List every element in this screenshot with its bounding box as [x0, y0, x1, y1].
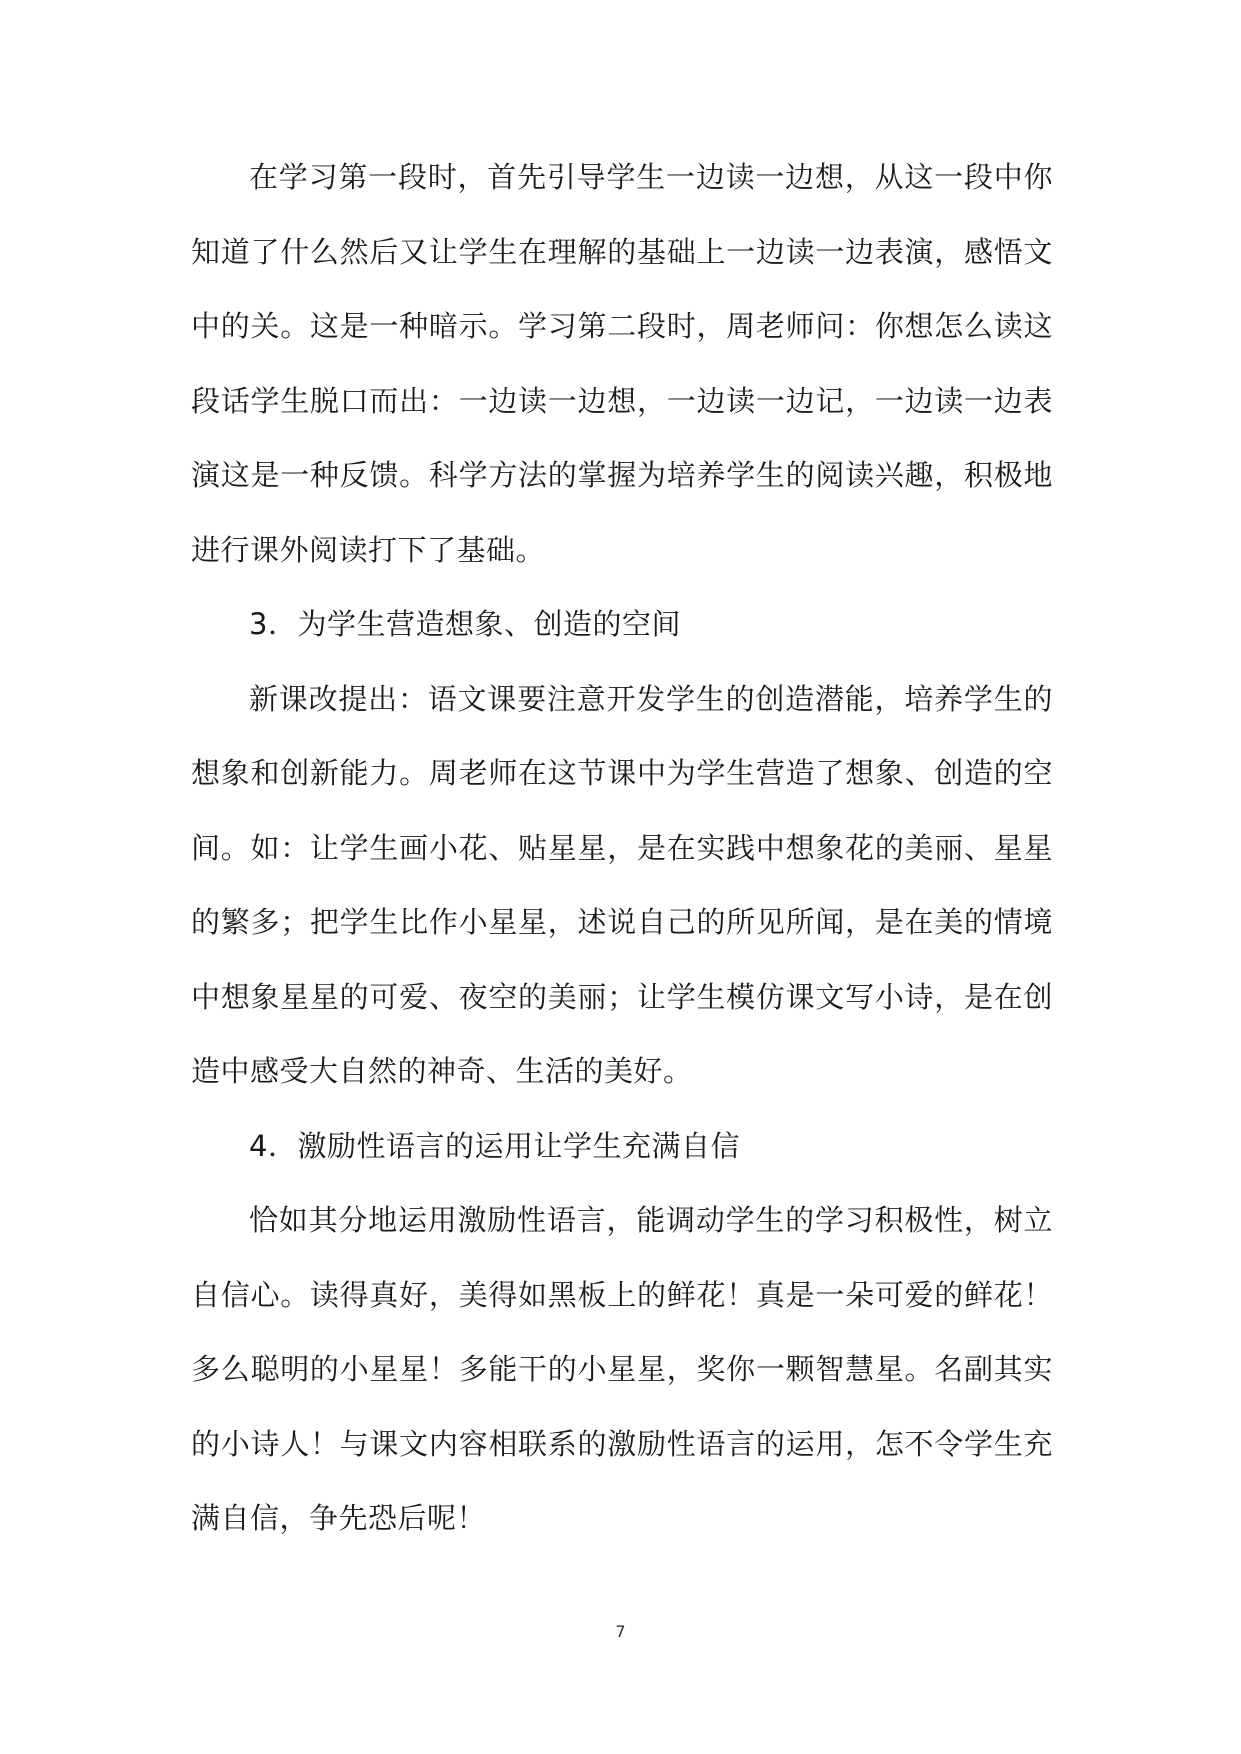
- paragraph-encouragement: 恰如其分地运用激励性语言，能调动学生的学习积极性，树立自信心。读得真好，美得如黑板上的鲜花！真是一朵可爱的鲜花！多么聪明的小星星！多能干的小星星，奖你一颗智慧星。名副其实的小诗人！与课文内容相联系的激励性语言的运用，怎不令学生充满自信，争先恐后呢！: [191, 1203, 1053, 1535]
- heading-imagination-space: 3．为学生营造想象、创造的空间: [249, 607, 681, 641]
- paragraph-creativity: 新课改提出：语文课要注意开发学生的创造潜能，培养学生的想象和创新能力。周老师在这节课中为学生营造了想象、创造的空间。如：让学生画小花、贴星星，是在实践中想象花的美丽、星星的繁多；把学生比作小星星，述说自己的所见所闻，是在美的情境中想象星星的可爱、夜空的美丽；让学生模仿课文写小诗，是在创造中感受大自然的神奇、生活的美好。: [191, 681, 1053, 1088]
- page-number: 7: [615, 1622, 626, 1641]
- paragraph-reading-method: 在学习第一段时，首先引导学生一边读一边想，从这一段中你知道了什么然后又让学生在理解的基础上一边读一边表演，感悟文中的关。这是一种暗示。学习第二段时，周老师问：你想怎么读这段话学生脱口而出：一边读一边想，一边读一边记，一边读一边表演这是一种反馈。科学方法的掌握为培养学生的阅读兴趣，积极地进行课外阅读打下了基础。: [191, 160, 1053, 567]
- heading-encouraging-language: 4．激励性语言的运用让学生充满自信: [249, 1128, 740, 1163]
- body-text: [191, 140, 1053, 1556]
